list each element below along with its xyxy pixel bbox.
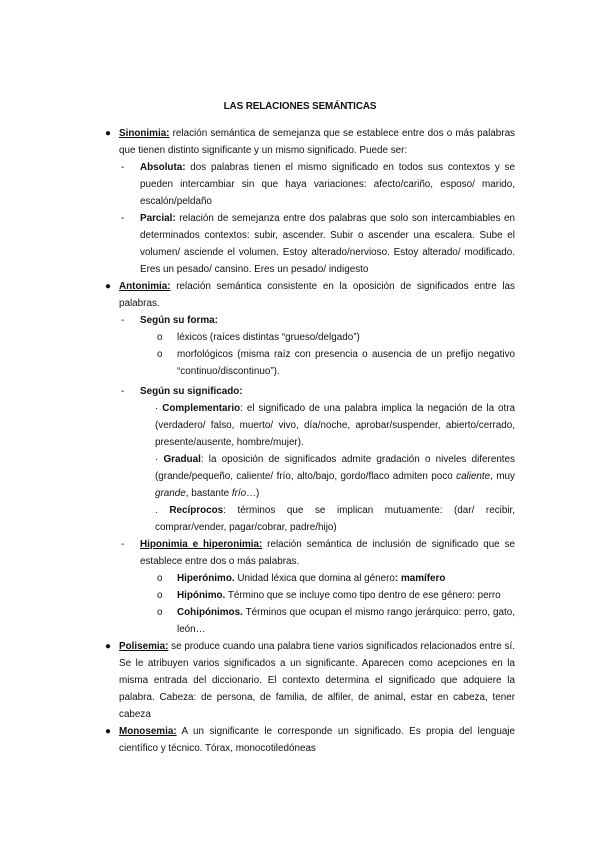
forma-item-text: morfológicos (misma raíz con presencia o ausencia de un prefijo negativo “continuo/discontinuo”).	[177, 349, 515, 377]
complementario-label: Complementario	[162, 403, 241, 414]
cohiponimos-item	[157, 604, 515, 638]
forma-label: Según su forma:	[140, 315, 218, 326]
gradual-text: : la oposición de significados admite gradación o niveles diferentes (grande/pequeño, caliente/ frío, alto/bajo, gordo/flaco admiten poco	[155, 454, 515, 482]
absoluta-label: Absoluta:	[140, 162, 186, 173]
hiperonimo-label: Hiperónimo.	[177, 573, 235, 584]
hiponimia-label: Hiponimia e hiperonimia:	[140, 539, 263, 550]
cohiponimos-label: Cohipónimos.	[177, 607, 243, 618]
reciprocos-label: Recíprocos	[169, 505, 224, 516]
significado-reciprocos	[155, 502, 515, 536]
polisemia-definition: se produce cuando una palabra tiene varios significados relacionados entre sí. Se le atribuyen varios significados a un significante. Aparecen como acepciones en la misma entrada del diccionario. El contexto determina el significado que adquiere la palabra. Cabeza: de persona, de familia, de alfiler, de animal, estar en cabeza, tener cabeza	[119, 641, 515, 720]
sinonimia-absoluta	[121, 159, 515, 210]
circle-marker: o	[157, 607, 163, 618]
monosemia-term: Monosemia:	[119, 726, 177, 737]
absoluta-text: dos palabras tienen el mismo significado en todos sus contextos y se pueden intercambiar sin que haya variaciones: afecto/cariño, esposo/ marido, escalón/peldaño	[140, 162, 515, 207]
cohiponimos-text: Términos que ocupan el mismo rango jerárquico: perro, gato, león…	[177, 607, 515, 635]
parcial-label: Parcial:	[140, 213, 176, 224]
monosemia-definition: A un significante le corresponde un significado. Es propia del lenguaje científico y técnico. Tórax, monocotiledóneas	[119, 726, 515, 754]
hiponimia-heading	[121, 536, 515, 570]
forma-item-morfologicos	[157, 346, 515, 380]
significado-label: Según su significado:	[140, 386, 243, 397]
monosemia-section	[105, 723, 515, 757]
gradual-text: …)	[246, 488, 260, 499]
sinonimia-section	[105, 125, 515, 159]
hiperonimo-item	[157, 570, 515, 587]
forma-item-lexicos	[157, 329, 515, 346]
gradual-text: , muy	[490, 471, 515, 482]
gradual-example: frío	[231, 488, 247, 499]
hiponimia-text: relación semántica de inclusión de significado que se establece entre dos o más palabras.	[140, 539, 516, 567]
bullet-icon: ●	[105, 726, 111, 737]
dash-marker: -	[121, 539, 125, 550]
bullet-icon: ●	[105, 128, 111, 139]
polisemia-term: Polisemia:	[119, 641, 169, 652]
gradual-example: caliente	[456, 471, 491, 482]
gradual-example: grande	[155, 488, 186, 499]
complementario-text: : el significado de una palabra implica la negación de la otra (verdadero/ falso, muerto/ vivo, día/noche, aprobar/suspender, abierto/cerrado, presente/ausente, hombre/mujer).	[155, 403, 516, 448]
middot-marker: ·	[155, 454, 159, 465]
reciprocos-text: : términos que se implican mutuamente: (dar/ recibir, comprar/vender, pagar/cobrar, padre/hijo)	[155, 505, 515, 533]
bullet-icon: ●	[105, 281, 111, 292]
dash-marker: -	[121, 315, 125, 326]
significado-complementario	[155, 400, 515, 451]
circle-marker: o	[157, 573, 163, 584]
sinonimia-term: Sinonimia:	[119, 128, 170, 139]
circle-marker: o	[157, 590, 163, 601]
antonimia-significado-heading	[121, 383, 515, 400]
hiponimo-label: Hipónimo.	[177, 590, 226, 601]
circle-marker: o	[157, 332, 163, 343]
significado-gradual	[155, 451, 515, 502]
parcial-text: relación de semejanza entre dos palabras que solo son intercambiables en determinados contextos: subir, ascender. Subir o ascender una escalera. Sube el volumen/ asciende el volumen. Estoy alterado/nervioso. Estoy alterado/ modificado. Eres un pesado/ cansino. Eres un pesado/ indigesto	[140, 213, 515, 275]
document-body	[105, 125, 515, 757]
antonimia-section	[105, 278, 515, 312]
dash-marker: -	[121, 213, 125, 224]
antonimia-term: Antonimia:	[119, 281, 171, 292]
gradual-text: , bastante	[185, 488, 232, 499]
bullet-icon: ●	[105, 641, 111, 652]
forma-item-text: léxicos (raíces distintas “grueso/delgado”)	[177, 332, 360, 343]
circle-marker: o	[157, 349, 163, 360]
sinonimia-parcial	[121, 210, 515, 278]
hiponimo-item	[157, 587, 515, 604]
middot-marker: ·	[155, 403, 159, 414]
antonimia-forma-heading	[121, 312, 515, 329]
dash-marker: -	[121, 162, 125, 173]
dash-marker: -	[121, 386, 125, 397]
hiperonimo-text: Unidad léxica que domina al género	[234, 573, 395, 584]
period-marker: .	[155, 505, 158, 516]
gradual-label: Gradual	[163, 454, 201, 465]
sinonimia-definition: relación semántica de semejanza que se establece entre dos o más palabras que tienen distinto significante y un mismo significado. Puede ser:	[119, 128, 515, 156]
page-title: LAS RELACIONES SEMÁNTICAS	[223, 101, 377, 112]
polisemia-section	[105, 638, 515, 723]
hiperonimo-example: : mamífero	[394, 573, 446, 584]
hiponimo-text: Término que se incluye como tipo dentro de ese género: perro	[225, 590, 501, 601]
antonimia-definition: relación semántica consistente en la oposición de significados entre las palabras.	[119, 281, 515, 309]
